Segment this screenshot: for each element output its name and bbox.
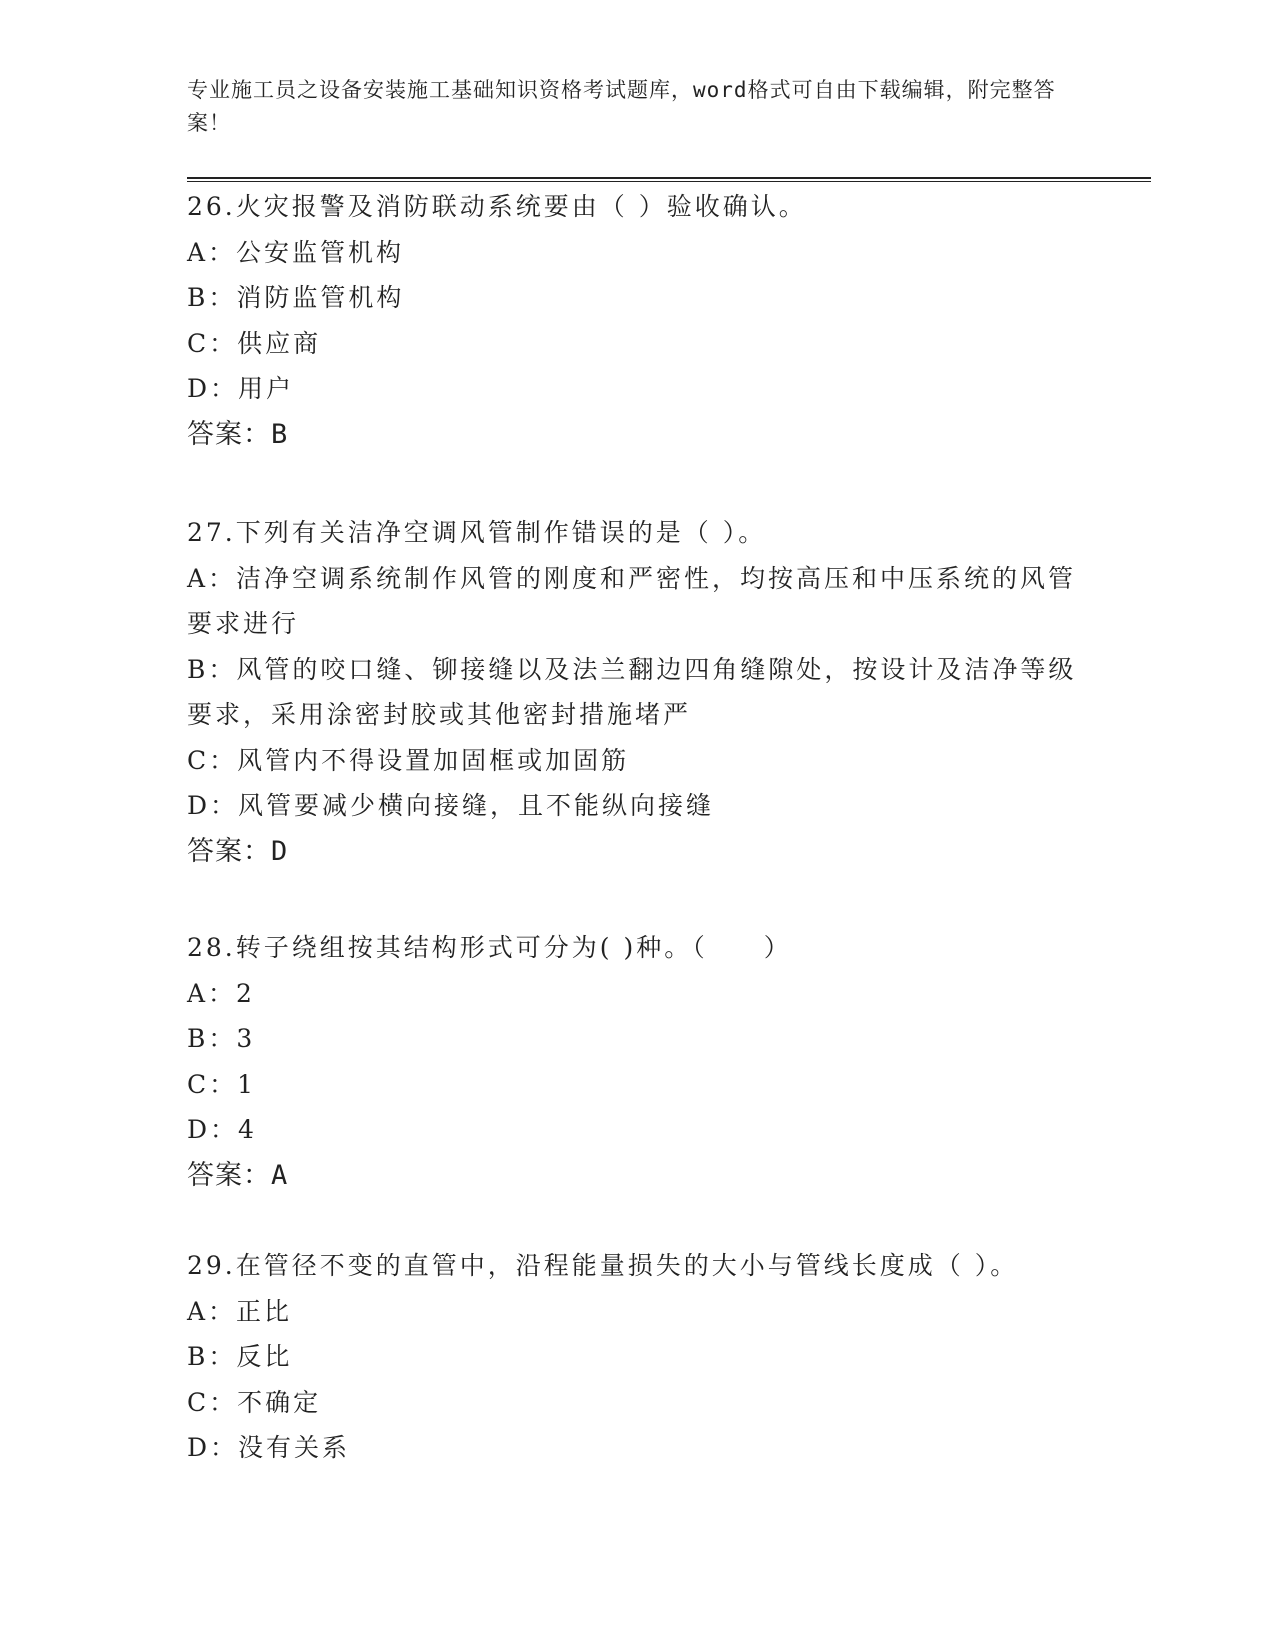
header-divider-thin <box>187 181 1151 182</box>
question-stem: 26.火灾报警及消防联动系统要由（ ）验收确认。 <box>187 192 807 221</box>
option-c: C：风管内不得设置加固框或加固筋 <box>187 745 630 775</box>
option-b: B：消防监管机构 <box>187 283 405 312</box>
option-d: D：风管要减少横向接缝，且不能纵向接缝 <box>187 791 715 820</box>
option-d: D：用户 <box>187 374 295 403</box>
question-27 <box>187 510 1087 874</box>
option-c: C：1 <box>187 1069 257 1099</box>
option-b: B：风管的咬口缝、铆接缝以及法兰翻边四角缝隙处，按设计及洁净等级要求，采用涂密封胶或其他密封措施堵严 <box>187 654 1077 729</box>
question-26 <box>187 184 1087 457</box>
option-c: C：供应商 <box>187 328 322 358</box>
document-header: 专业施工员之设备安装施工基础知识资格考试题库，word格式可自由下载编辑，附完整答案！ <box>187 78 1056 135</box>
option-c: C：不确定 <box>187 1387 322 1417</box>
header-divider-thick <box>187 177 1151 179</box>
option-b: B：3 <box>187 1024 256 1053</box>
question-stem: 29.在管径不变的直管中，沿程能量损失的大小与管线长度成（ ）。 <box>187 1251 1019 1280</box>
question-stem: 28.转子绕组按其结构形式可分为( )种。（ ） <box>187 933 792 962</box>
question-stem: 27.下列有关洁净空调风管制作错误的是（ ）。 <box>187 518 767 547</box>
answer-line: 答案：A <box>187 1159 289 1191</box>
option-d: D：没有关系 <box>187 1433 351 1462</box>
option-a: A：正比 <box>187 1296 293 1326</box>
question-28 <box>187 925 1087 1198</box>
option-a: A：洁净空调系统制作风管的刚度和严密性，均按高压和中压系统的风管要求进行 <box>187 563 1077 638</box>
question-29 <box>187 1243 1087 1471</box>
answer-line: 答案：B <box>187 418 289 450</box>
option-d: D：4 <box>187 1115 257 1144</box>
option-b: B：反比 <box>187 1342 293 1371</box>
option-a: A：公安监管机构 <box>187 237 405 267</box>
answer-line: 答案：D <box>187 835 289 867</box>
option-a: A：2 <box>187 978 255 1008</box>
